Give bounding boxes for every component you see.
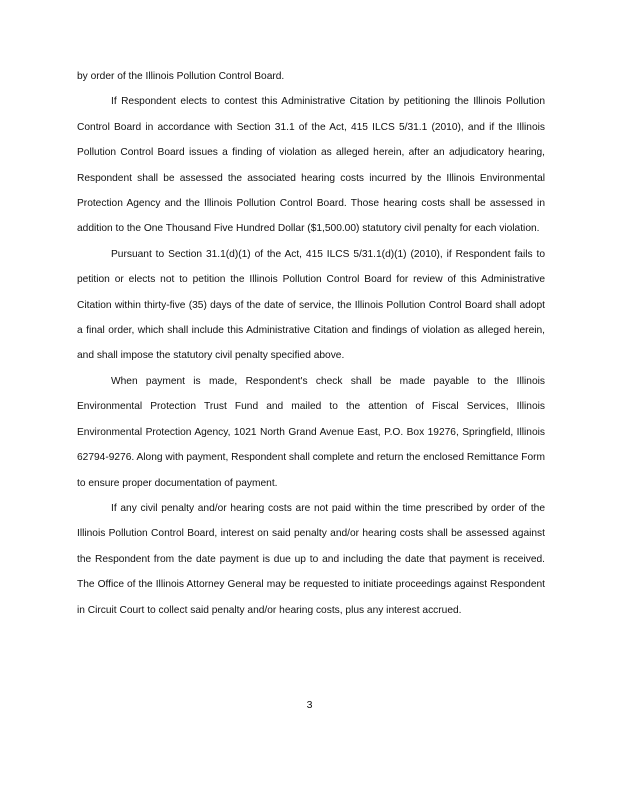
paragraph-contest-citation: If Respondent elects to contest this Administrative Citation by petitioning the Illinois Pollution Control Board in accordance with Section 31.1 of the Act, 415 ILCS 5/31.1 (2010), and if the Illinois Pollution Control Board issues a finding of violation as alleged herein, after an adjudicatory hearing, Respondent shall be assessed the associated hearing costs incurred by the Illinois Environmental Protection Agency and the Illinois Pollution Control Board. Those hearing costs shall be assessed in addition to the One Thousand Five Hundred Dollar ($1,500.00) statutory civil penalty for each violation. bbox=[77, 96, 545, 235]
paragraph-payment: When payment is made, Respondent's check shall be made payable to the Illinois Environmental Protection Trust Fund and mailed to the attention of Fiscal Services, Illinois Environmental Protection Agency, 1021 North Grand Avenue East, P.O. Box 19276, Springfield, Illinois 62794-9276. Along with payment, Respondent shall complete and return the enclosed Remittance Form to ensure proper documentation of payment. bbox=[77, 375, 545, 489]
paragraph-final-order: Pursuant to Section 31.1(d)(1) of the Act, 415 ILCS 5/31.1(d)(1) (2010), if Respondent fails to petition or elects not to petition the Illinois Pollution Control Board for review of this Administrative Citation within thirty-five (35) days of the date of service, the Illinois Pollution Control Board shall adopt a final order, which shall include this Administrative Citation and findings of violation as alleged herein, and shall impose the statutory civil penalty specified above. bbox=[77, 248, 545, 362]
paragraph-interest: If any civil penalty and/or hearing costs are not paid within the time prescribed by order of the Illinois Pollution Control Board, interest on said penalty and/or hearing costs shall be assessed against the Respondent from the date payment is due up to and including the date that payment is received. The Office of the Illinois Attorney General may be requested to initiate proceedings against Respondent in Circuit Court to collect said penalty and/or hearing costs, plus any interest accrued. bbox=[77, 502, 545, 616]
document-body bbox=[77, 64, 545, 623]
paragraph-continuation: by order of the Illinois Pollution Control Board. bbox=[77, 71, 285, 82]
page-number: 3 bbox=[306, 699, 313, 711]
